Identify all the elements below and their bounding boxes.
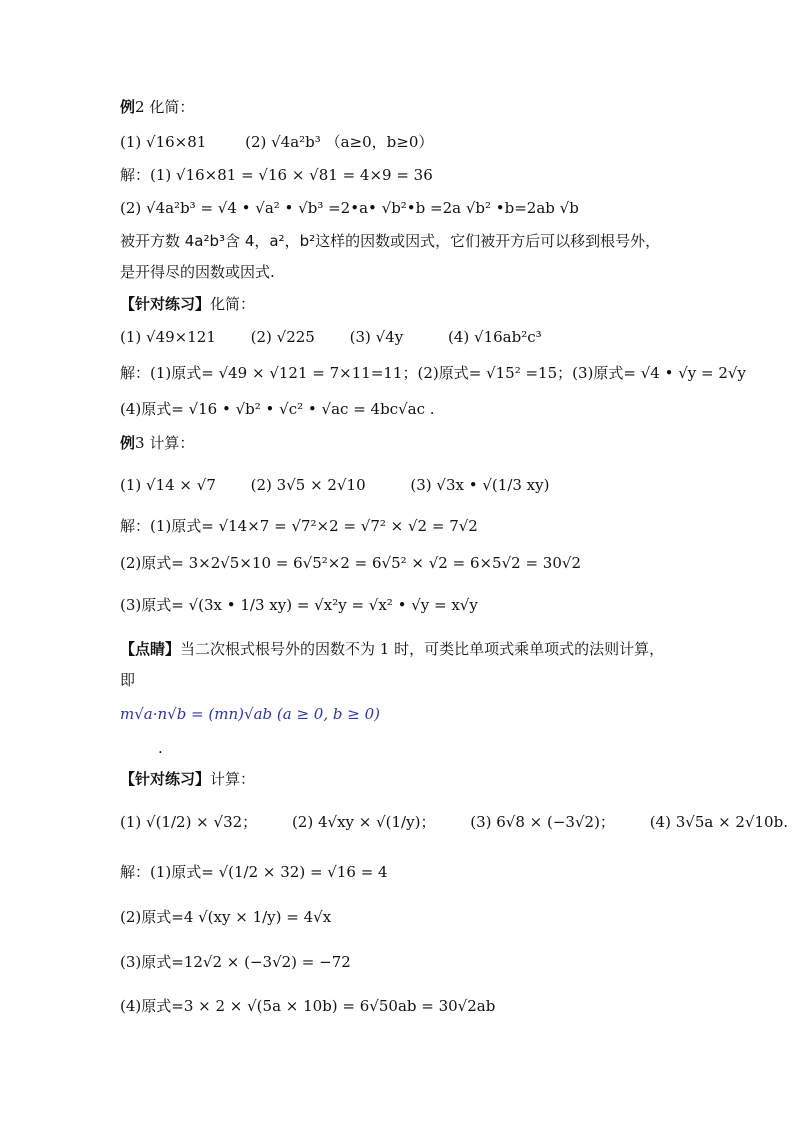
practice-bracket: 【针对练习】	[120, 295, 211, 313]
example-2-title: 2 化简：	[135, 98, 195, 116]
question-1: (1) √(1/2) × √32；	[120, 813, 258, 831]
example-3-questions	[120, 474, 549, 495]
question-2: (2) 3√5 × 2√10	[250, 476, 366, 494]
question-2: (2) √4a²b³	[245, 133, 321, 151]
example-label: 例	[120, 98, 136, 116]
note-line-1: 被开方数 4a²b³含 4，a²，b²这样的因数或因式，它们被开方后可以移到根号外，	[120, 232, 661, 250]
solution-line-1: 解：(1)原式= √(1/2 × 32) = √16 = 4	[120, 863, 388, 881]
example-2-heading	[120, 96, 194, 117]
note-line-2: 是开得尽的因数或因式.	[120, 263, 275, 281]
solution-line-3: (3)原式= √(3x • 1/3 xy) = √x²y = √x² • √y = x√y	[120, 596, 478, 614]
solution-line-4: (4)原式=3 × 2 × √(5a × 10b) = 6√50ab = 30√2ab	[120, 997, 496, 1015]
solution-line-2: (2) √4a²b³ = √4 • √a² • √b³ =2•a• √b²•b =2a √b² •b=2ab √b	[120, 199, 579, 217]
solution-line-3: (3)原式=12√2 × (−3√2) = −72	[120, 953, 351, 971]
solution-line-1: 解：(1)原式= √49 × √121 = 7×11=11；(2)原式= √15² =15；(3)原式= √4 • √y = 2√y	[120, 364, 746, 382]
example-3-title: 3 计算：	[135, 434, 195, 452]
question-4: (4) 3√5a × 2√10b.	[649, 813, 788, 831]
question-3: (3) 6√8 × (−3√2)；	[470, 813, 615, 831]
question-1: (1) √14 × √7	[120, 476, 216, 494]
question-4: (4) √16ab²c³	[448, 328, 542, 346]
tip-text: 当二次根式根号外的因数不为 1 时，可类比单项式乘单项式的法则计算，	[180, 640, 665, 658]
tip-line-2: 即	[120, 671, 136, 689]
question-2: (2) 4√xy × √(1/y)；	[291, 813, 436, 831]
practice-2-heading	[120, 768, 255, 789]
tip-line	[120, 638, 664, 659]
practice-bracket: 【针对练习】	[120, 770, 211, 788]
practice-title: 计算：	[210, 770, 256, 788]
practice-1-questions	[120, 326, 542, 347]
condition: （a≥0，b≥0）	[325, 133, 434, 151]
practice-1-heading	[120, 293, 255, 314]
solution-line-2: (2)原式=4 √(xy × 1/y) = 4√x	[120, 908, 332, 926]
question-3: (3) √3x • √(1/3 xy)	[410, 476, 550, 494]
solution-line-1: 解：(1)原式= √14×7 = √7²×2 = √7² × √2 = 7√2	[120, 517, 478, 535]
practice-title: 化简：	[210, 295, 256, 313]
tip-bracket: 【点睛】	[120, 640, 181, 658]
example-2-questions	[120, 131, 433, 152]
question-3: (3) √4y	[349, 328, 404, 346]
question-2: (2) √225	[250, 328, 315, 346]
example-3-heading	[120, 432, 194, 453]
question-1: (1) √16×81	[120, 133, 207, 151]
solution-line-2: (4)原式= √16 • √b² • √c² • √ac = 4bc√ac .	[120, 400, 435, 418]
question-1: (1) √49×121	[120, 328, 216, 346]
practice-2-questions	[120, 811, 788, 832]
example-label: 例	[120, 434, 136, 452]
solution-line-1: 解：(1) √16×81 = √16 × √81 = 4×9 = 36	[120, 166, 433, 184]
tip-dot: .	[158, 739, 163, 757]
solution-line-2: (2)原式= 3×2√5×10 = 6√5²×2 = 6√5² × √2 = 6×5√2 = 30√2	[120, 554, 581, 572]
tip-formula: m√a·n√b = (mn)√ab (a ≥ 0, b ≥ 0)	[120, 705, 380, 723]
